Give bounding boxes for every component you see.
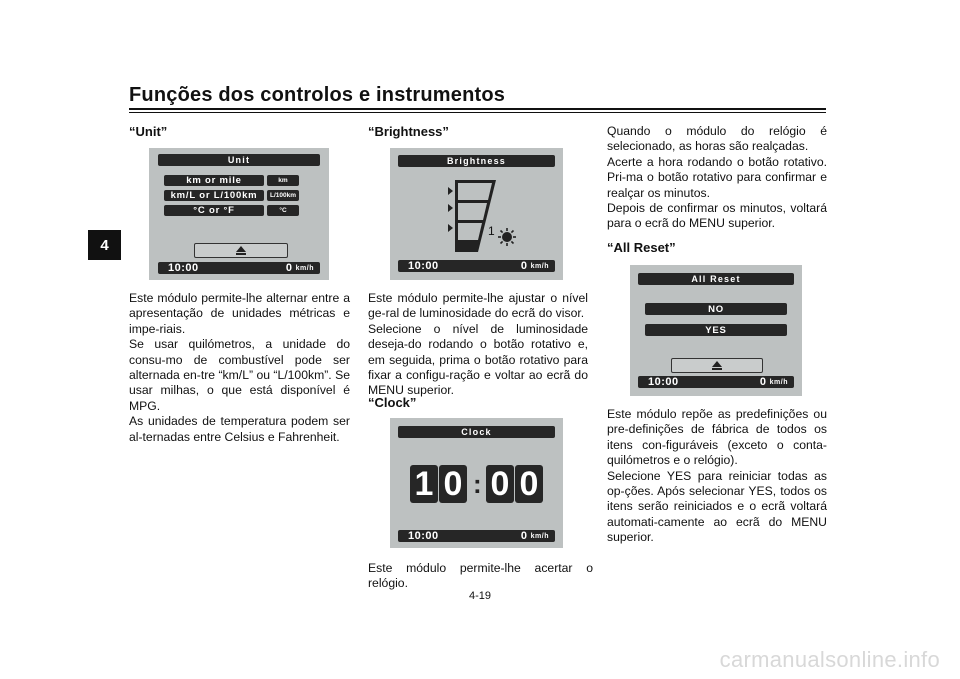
brightness-display-title: Brightness [398,155,555,167]
clock-display [390,418,563,548]
eject-icon [711,361,723,370]
clock-digit-minute-ones: 0 [515,465,543,503]
clock-body [368,561,593,592]
brightness-body [368,291,588,399]
paragraph: Selecione YES para reiniciar todas as op-ções. Após selecionar YES, todos os itens serão reiniciados e o ecrã voltará automati-camente ao ecrã do MENU superior. [607,468,827,545]
brightness-heading: “Brightness” [368,124,449,139]
status-bar [398,530,555,542]
watermark: carmanualsonline.info [719,647,940,672]
unit-value-box: km [267,175,299,186]
status-speed-unit: km/h [530,262,549,270]
all-reset-option-yes: YES [645,324,787,336]
unit-display [149,148,329,280]
paragraph: Quando o módulo do relógio é selecionado, as horas são realçadas. [607,124,827,154]
status-speed: 0 [520,260,527,272]
clock-digit-minute-tens: 0 [486,465,514,503]
clock-digit-hour-tens: 1 [410,465,438,503]
status-bar [158,262,320,274]
sun-icon [498,228,516,246]
unit-menu-item: °C or °F [164,205,264,216]
page-number: 4-19 [468,590,492,602]
status-speed-unit: km/h [295,264,314,272]
header-rule-thin [129,112,826,113]
status-speed: 0 [285,262,292,274]
unit-value-box: °C [267,205,299,216]
status-time: 10:00 [648,376,679,388]
clock-digit-hour-ones: 0 [439,465,467,503]
paragraph: Acerte a hora rodando o botão rotativo. Pri-ma o botão rotativo para confirmar e realçar os minutos. [607,154,827,200]
unit-menu-item: km/L or L/100km [164,190,264,201]
clock-separator: : [473,469,482,499]
chapter-tab: 4 [88,230,121,260]
unit-display-title: Unit [158,154,320,166]
return-button [671,358,763,373]
status-time: 10:00 [168,262,199,274]
return-button [194,243,288,258]
paragraph: Este módulo repõe as predefinições ou pre-definições de fábrica de todos os itens con-figuráveis (exceto o conta-quilómetros e o relógio). [607,407,827,468]
header-rule [129,108,826,110]
status-bar [398,260,555,272]
status-speed-unit: km/h [769,378,788,386]
status-speed-unit: km/h [530,532,549,540]
brightness-level-gauge [448,178,504,254]
unit-menu-item: km or mile [164,175,264,186]
all-reset-body [607,407,827,546]
paragraph: Selecione o nível de luminosidade deseja-do rodando o botão rotativo e, em seguida, prima o botão rotativo para fixar a configu-ração e voltar ao ecrã do MENU superior. [368,321,588,398]
status-speed: 0 [520,530,527,542]
paragraph: Este módulo permite-lhe ajustar o nível ge-ral de luminosidade do ecrã do visor. [368,291,588,321]
status-time: 10:00 [408,260,439,272]
brightness-level-label: 1 [488,224,495,238]
page-title: Funções dos controlos e instrumentos [129,84,506,106]
clock-continued-body [607,124,827,232]
paragraph: Depois de confirmar os minutos, voltará para o ecrã do MENU superior. [607,201,827,231]
status-time: 10:00 [408,530,439,542]
status-bar [638,376,794,388]
brightness-display [390,148,563,280]
all-reset-heading: “All Reset” [607,240,676,255]
paragraph: Se usar quilómetros, a unidade do consu-mo de combustível pode ser alternada en-tre “km/L” ou “L/100km”. Se usar milhas, o que está disponível é MPG. [129,337,350,413]
paragraph: As unidades de temperatura podem ser al-ternadas entre Celsius e Fahrenheit. [129,414,350,444]
status-speed: 0 [759,376,766,388]
paragraph: Este módulo permite-lhe acertar o relógio. [368,561,593,591]
unit-value-box: L/100km [267,190,299,201]
all-reset-display-title: All Reset [638,273,794,285]
clock-heading: “Clock” [368,395,417,410]
all-reset-option-no: NO [645,303,787,315]
eject-icon [235,246,247,255]
all-reset-display [630,265,802,396]
unit-body [129,291,350,445]
clock-display-title: Clock [398,426,555,438]
unit-heading: “Unit” [129,124,168,139]
paragraph: Este módulo permite-lhe alternar entre a apresentação de unidades métricas e impe-riais. [129,291,350,336]
